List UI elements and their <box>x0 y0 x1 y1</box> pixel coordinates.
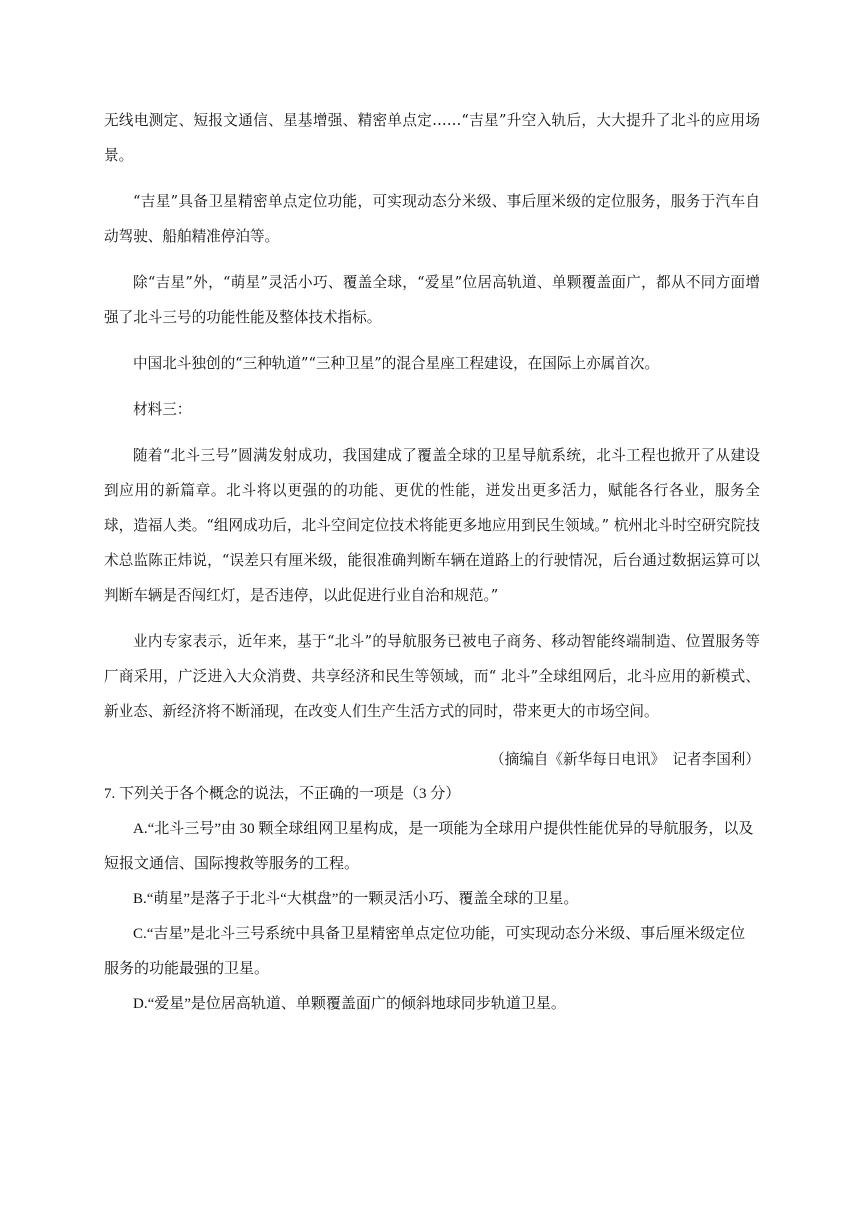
option-a: A.“北斗三号”由 30 颗全球组网卫星构成，是一项能为全球用户提供性能优异的导航服务，以及短报文通信、国际搜救等服务的工程。 <box>104 821 754 872</box>
material3-heading: 材料三： <box>133 401 192 418</box>
material3-paragraph-1: 随着“北斗三号”圆满发射成功，我国建成了覆盖全球的卫星导航系统，北斗工程也掀开了从建设到应用的新篇章。北斗将以更强的的功能、更优的性能，迸发出更多活力，赋能各行各业，服务全球，造福人类。“组网成功后，北斗空间定位技术将能更多地应用到民生领域。” 杭州北斗时空研究院技术总监陈正炜说，“误差只有厘米级，能很准确判断车辆在道路上的行驶情况，后台通过数据运算可以判断车辆是否闯红灯，是否违停，以此促进行业自治和规范。” <box>104 447 760 604</box>
option-c: C.“吉星”是北斗三号系统中具备卫星精密单点定位功能，可实现动态分米级、事后厘米级定位服务的功能最强的卫星。 <box>104 926 746 977</box>
material3-paragraph-2: 业内专家表示，近年来，基于“北斗”的导航服务已被电子商务、移动智能终端制造、位置服务等厂商采用，广泛进入大众消费、共享经济和民生等领域，而“ 北斗”全球组网后，北斗应用的新模式、新业态、新经济将不断涌现，在改变人们生产生活方式的同时，带来更大的市场空间。 <box>104 633 760 720</box>
option-b: B.“萌星”是落子于北斗“大棋盘”的一颗灵活小巧、覆盖全球的卫星。 <box>133 891 579 907</box>
material2-paragraph-3: 除“吉星”外，“萌星”灵活小巧、覆盖全球，“爱星”位居高轨道、单颗覆盖面广，都从不同方面增强了北斗三号的功能性能及整体技术指标。 <box>104 274 760 326</box>
material2-paragraph-1: 无线电测定、短报文通信、星基增强、精密单点定……“吉星”升空入轨后，大大提升了北斗的应用场景。 <box>104 112 760 164</box>
source-citation: （摘编自《新华每日电讯》 记者李国利） <box>490 751 760 768</box>
option-d: D.“爱星”是位居高轨道、单颗覆盖面广的倾斜地球同步轨道卫星。 <box>133 996 566 1012</box>
question-stem: 7. 下列关于各个概念的说法，不正确的一项是（3 分） <box>104 786 461 802</box>
document-page <box>104 103 760 1022</box>
material2-paragraph-4: 中国北斗独创的“三种轨道”“三种卫星”的混合星座工程建设，在国际上亦属首次。 <box>133 355 660 372</box>
material2-paragraph-2: “吉星”具备卫星精密单点定位功能，可实现动态分米级、事后厘米级的定位服务，服务于汽车自动驾驶、船舶精准停泊等。 <box>104 193 760 245</box>
